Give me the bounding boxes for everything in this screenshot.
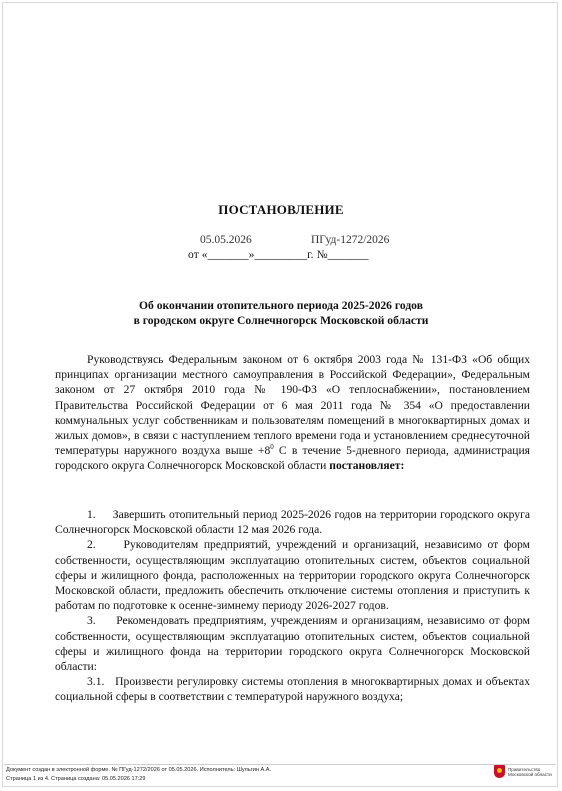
items-list <box>55 507 530 705</box>
preamble-resolution-word: постановляет: <box>329 459 405 473</box>
preamble-text-cont: С в течение 5-дневного периода, администрация городского округа Солнечногорск Московской области <box>55 444 530 473</box>
item-1: 1. Завершить отопительный период 2025-2026 годов на территории городского округа Солнечногорск Московской области 12 мая 2026 года. <box>55 508 530 537</box>
item-3: 3. Рекомендовать предприятиям, учреждениям и организациям, независимо от форм собственности, осуществляющим эксплуатацию отопительных систем, объектов социальной сферы и жилищного фонда на территории городского округа Солнечногорск Московской области: <box>55 614 530 674</box>
footer-page-info: Страница 1 из 4. Страница создана: 05.05.2026 17:29 <box>6 776 146 782</box>
logo-line-1: Правительство <box>508 766 541 772</box>
registration-template-line: от «_______»_________г. №_______ <box>188 249 369 261</box>
title-line-1: Об окончании отопительного периода 2025-2026 годов <box>139 299 423 312</box>
footer-divider <box>4 764 556 765</box>
registration-number: ПГуд-1272/2026 <box>311 234 390 246</box>
coat-of-arms-icon <box>494 765 505 778</box>
footer-doc-info: Документ создан в электронной форме. № ПГуд-1272/2026 от 05.05.2026. Исполнитель: Шульгин А.А. <box>6 767 272 773</box>
degree-superscript: 0 <box>270 443 274 452</box>
logo-text <box>508 767 552 777</box>
government-logo <box>494 765 552 778</box>
preamble-paragraph <box>55 352 530 474</box>
item-3-1: 3.1. Произвести регулировку системы отопления в многоквартирных домах и объектах социальной сферы в соответствии с температурой наружного воздуха; <box>55 675 530 704</box>
preamble-text: Руководствуясь Федеральным законом от 6 октября 2003 года № 131-ФЗ «Об общих принципах организации местного самоуправления в Российской Федерации», Федеральным законом от 27 октября 2010 года № 190-ФЗ «О теплоснабжении», постановлением Правительства Российской Федерации от 6 мая 2011 года № 354 «О предоставлении коммунальных услуг собственникам и пользователям помещений в многоквартирных домах и жилых домов», в связи с наступлением теплого времени года и установлением среднесуточной температуры наружного воздуха выше +8 <box>55 353 530 458</box>
registration-date: 05.05.2026 <box>200 234 252 246</box>
logo-line-2: Московской области <box>508 771 552 777</box>
document-heading: ПОСТАНОВЛЕНИЕ <box>218 202 344 217</box>
item-2: 2. Руководителям предприятий, учреждений и организаций, независимо от форм собственности, осуществляющим эксплуатацию отопительных систем, объектов социальной сферы и жилищного фонда, расположенных на территории городского округа Солнечногорск Московской области, предложить обеспечить отключение системы отопления и приступить к работам по подготовке к осенне-зимнему периоду 2026-2027 годов. <box>55 538 530 613</box>
title-line-2: в городском округе Солнечногорск Московской области <box>133 314 429 327</box>
document-title <box>0 298 562 328</box>
